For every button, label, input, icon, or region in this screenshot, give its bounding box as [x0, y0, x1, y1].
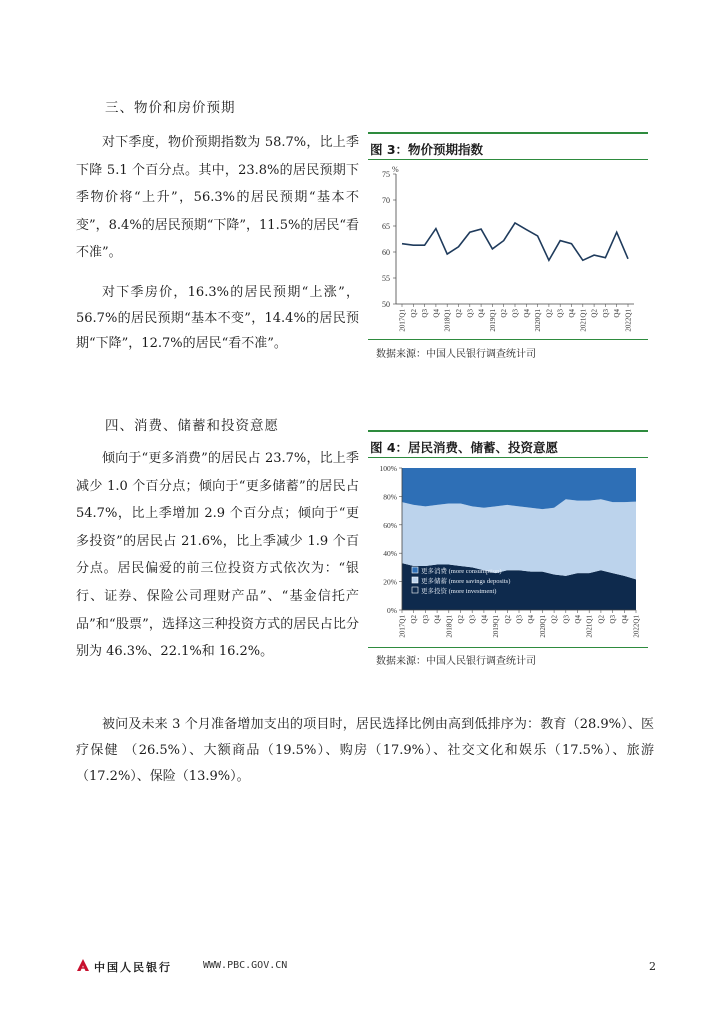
consumption-savings-chart [368, 460, 648, 648]
paragraph-consumption-savings: 倾向于“更多消费”的居民占 23.7%，比上季减少 1.0 个百分点；倾向于“更多储蓄”的居民占 54.7%，比上季增加 2.9 个百分点；倾向于“更多投资”的居民占 21.6%，比上季减少 1.9 个百分点。居民偏爱的前三位投资方式依次为：“银行、证券、保险公司理财产品”、“基金信托产品”和“股票”，选择这三种投资方式的居民占比分别为 46.3%、22.1%和 16.2%。 [76, 451, 359, 660]
x-tick-label: 2017Q1 [398, 615, 407, 638]
legend-label: 更多储蓄 (more savings deposits) [421, 578, 511, 585]
legend-swatch [412, 567, 418, 573]
x-tick-label: Q2 [455, 309, 463, 318]
x-tick-label: Q2 [500, 309, 509, 318]
y-tick-label: 60% [383, 520, 397, 530]
figure-top-rule [368, 430, 648, 432]
x-tick-label: 2018Q1 [443, 309, 452, 332]
x-tick-label: Q3 [511, 309, 520, 318]
paragraph-price-expectation: 对下季度，物价预期指数为 58.7%，比上季下降 5.1 个百分点。其中，23.8%的居民预期下季物价将“上升”，56.3%的居民预期“基本不变”，8.4%的居民预期“下降”，11.5%的居民“看不准”。 [76, 135, 359, 261]
price-expectation-chart [368, 160, 648, 340]
x-tick-label: 2021Q1 [579, 309, 588, 332]
pbc-logo-text: 中国人民银行 [94, 961, 172, 974]
figure-bottom-rule [368, 647, 648, 648]
paragraph-spending-intentions: 被问及未来 3 个月准备增加支出的项目时，居民选择比例由高到低排序为：教育（28.9%）、医疗保健 （26.5%）、大额商品（19.5%）、购房（17.9%）、社交文化和娱乐（17.5%）、旅游（17.2%）、保险（13.9%）。 [76, 717, 654, 784]
y-tick-label: 20% [383, 577, 397, 587]
footer-url: WWW.PBC.GOV.CN [203, 960, 288, 971]
x-tick-label: Q3 [468, 615, 477, 624]
figure-top-rule [368, 132, 648, 134]
figure-bottom-rule [368, 339, 648, 340]
page-number: 2 [649, 960, 656, 973]
figure-4 [368, 430, 648, 666]
y-tick-label: 60 [382, 248, 390, 257]
x-tick-label: Q4 [620, 615, 629, 624]
y-tick-label: 55 [382, 274, 390, 283]
x-tick-label: Q3 [601, 309, 610, 318]
legend-swatch [412, 577, 418, 583]
y-tick-label: 100% [379, 464, 397, 473]
x-tick-label: Q3 [609, 615, 618, 624]
x-tick-label: Q2 [503, 615, 512, 624]
x-tick-label: 2018Q1 [445, 615, 454, 638]
x-tick-label: Q4 [574, 615, 582, 624]
x-tick-label: Q4 [568, 309, 576, 318]
x-tick-label: 2020Q1 [534, 309, 543, 332]
y-tick-label: 50 [382, 300, 390, 309]
y-tick-label: 80% [383, 492, 397, 502]
legend-swatch [412, 587, 418, 593]
x-tick-label: 2021Q1 [585, 615, 594, 638]
y-unit-label: % [392, 165, 399, 174]
x-tick-label: Q4 [613, 309, 622, 318]
figure-source: 数据来源：中国人民银行调查统计司 [376, 656, 536, 667]
section-heading-consumption-savings: 四、消费、储蓄和投资意愿 [105, 418, 279, 434]
x-tick-label: Q2 [597, 615, 606, 624]
x-tick-label: Q3 [421, 309, 430, 318]
x-tick-label: Q3 [421, 615, 430, 624]
x-tick-label: 2017Q1 [398, 309, 407, 332]
pbc-logo-icon [76, 958, 90, 972]
figure-title: 图 3：物价预期指数 [370, 142, 484, 157]
x-tick-label: Q2 [545, 309, 554, 318]
x-tick-label: Q2 [409, 309, 418, 318]
x-tick-label: 2019Q1 [492, 615, 501, 638]
x-tick-label: Q4 [522, 309, 531, 318]
figure-source: 数据来源：中国人民银行调查统计司 [376, 349, 536, 360]
page-footer [76, 958, 656, 978]
series-line-price-expectation [402, 223, 628, 260]
figure-3 [368, 132, 648, 360]
x-tick-label: Q4 [433, 615, 442, 624]
y-tick-label: 40% [383, 549, 397, 559]
x-tick-label: Q4 [527, 615, 536, 624]
x-tick-label: 2022Q1 [624, 309, 633, 332]
x-tick-label: Q2 [457, 615, 465, 624]
figure-title-rule [368, 457, 648, 458]
y-tick-label: 75 [382, 170, 390, 179]
x-tick-label: Q3 [556, 309, 565, 318]
paragraph-house-price-expectation: 对下季房价，16.3%的居民预期“上涨”，56.7%的居民预期“基本不变”，14.4%的居民预期“下降”，12.7%的居民“看不准”。 [76, 285, 359, 351]
x-tick-label: Q4 [480, 615, 489, 624]
x-tick-label: Q4 [432, 309, 441, 318]
x-tick-label: Q3 [515, 615, 524, 624]
x-tick-label: 2022Q1 [632, 615, 641, 638]
x-tick-label: 2020Q1 [538, 615, 547, 638]
x-tick-label: 2019Q1 [488, 309, 497, 332]
x-tick-label: Q3 [466, 309, 475, 318]
legend-label: 更多投资 (more investment) [421, 588, 497, 595]
figure-title: 图 4：居民消费、储蓄、投资意愿 [370, 440, 559, 455]
y-tick-label: 70 [382, 196, 390, 205]
x-tick-label: Q3 [562, 615, 571, 624]
y-tick-label: 65 [382, 222, 390, 231]
section-heading-price-expectations: 三、物价和房价预期 [105, 100, 236, 116]
x-tick-label: Q2 [550, 615, 559, 624]
x-tick-label: Q2 [410, 615, 419, 624]
legend-label: 更多消费 (more consumption) [421, 568, 502, 575]
x-tick-label: Q4 [477, 309, 486, 318]
y-tick-label: 0% [387, 606, 397, 615]
x-tick-label: Q2 [590, 309, 599, 318]
